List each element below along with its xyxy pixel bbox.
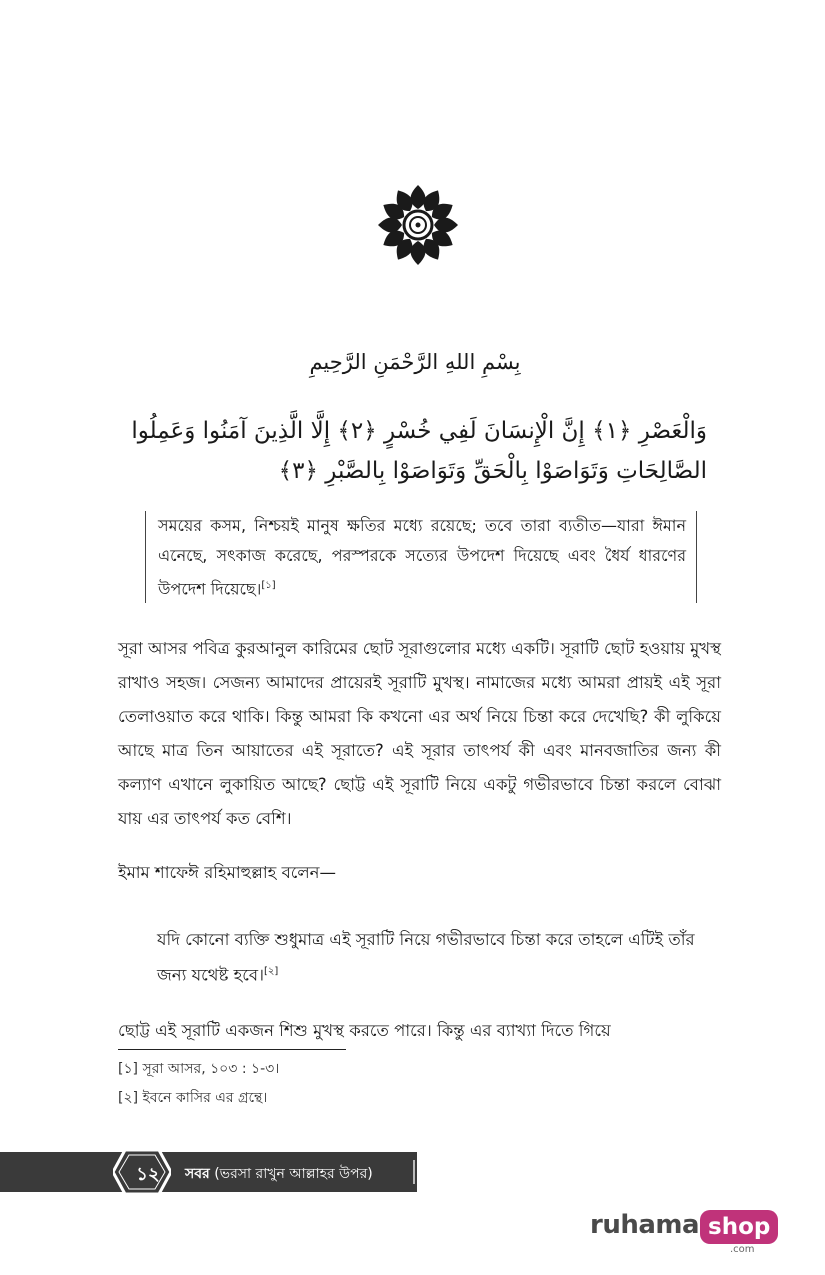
footnote-1: [১] সূরা আসর, ১০৩ : ১-৩। [118,1061,280,1077]
book-title: সবর [185,1166,210,1182]
translation-text [158,511,686,604]
footnote-2: [২] ইবনে কাসির এর গ্রন্থে। [118,1090,268,1106]
translation-footnote-ref[interactable]: [১] [261,580,276,591]
imam-quote-text: যদি কোনো ব্যক্তি শুধুমাত্র এই সূরাটি নিয়ে গভীরভাবে চিন্তা করে তাহলে এটিই তাঁর জন্য যথেষ্ট হবে। [157,930,695,985]
body-paragraph-3: ছোট্ট এই সূরাটি একজন শিশু মুখস্থ করতে পারে। কিন্তু এর ব্যাখ্যা দিতে গিয়ে [118,1021,611,1040]
page-number: ১২ [136,1164,160,1185]
logo-word: ruhama [590,1210,700,1240]
ayah-line-2: الصَّالِحَاتِ وَتَوَاصَوْا بِالْحَقِّ وَتَوَاصَوْا بِالصَّبْرِ ﴿٣﴾ [278,458,707,484]
body-paragraph-2: ইমাম শাফেঈ রহিমাহুল্লাহ বলেন— [118,863,337,882]
footer-divider [413,1160,415,1184]
book-subtitle: (ভরসা রাখুন আল্লাহর উপর) [214,1166,373,1182]
translation-body: সময়ের কসম, নিশ্চয়ই মানুষ ক্ষতির মধ্যে রয়েছে; তবে তারা ব্যতীত—যারা ঈমান এনেছে, সৎকাজ করেছে, পরস্পরকে সত্যের উপদেশ দিয়েছে এবং ধৈর্য ধারণের উপদেশ দিয়েছে। [158,516,686,599]
ruhamashop-logo [590,1210,771,1255]
translation-box [145,511,697,603]
logo-shop-badge: shop [700,1210,778,1244]
quote-footnote-ref[interactable]: [২] [263,966,279,977]
floral-ornament-icon [376,183,460,267]
ayah-line-1: وَالْعَصْرِ ﴿١﴾ إِنَّ الْإِنسَانَ لَفِي خُسْرٍ ﴿٢﴾ إِلَّا الَّذِينَ آمَنُوا وَعَمِلُوا [131,418,707,444]
logo-suffix: .com [730,1244,755,1255]
running-title [185,1162,373,1186]
body-paragraph-1: সূরা আসর পবিত্র কুরআনুল কারিমের ছোট সূরাগুলোর মধ্যে একটি। সূরাটি ছোট হওয়ায় মুখস্থ রাখাও সহজ। সেজন্য আমাদের প্রায়েরই সূরাটি মুখস্থ। নামাজের মধ্যে আমরা প্রায়ই এই সূরা তেলাওয়াত করে থাকি। কিন্তু আমরা কি কখনো এর অর্থ নিয়ে চিন্তা করে দেখেছি? কী লুকিয়ে আছে মাত্র তিন আয়াতের এই সূরাতে? এই সূরার তাৎপর্য কী এবং মানবজাতির জন্য কী কল্যাণ এখানে লুকায়িত আছে? ছোট্ট এই সূরাটি নিয়ে একটু গভীরভাবে চিন্তা করলে বোঝা যায় এর তাৎপর্য কত বেশি। [118,639,721,828]
footnote-divider [118,1049,346,1050]
imam-quote [157,924,717,992]
bismillah-heading: بِسْمِ اللهِ الرَّحْمَنِ الرَّحِيمِ [309,350,521,374]
